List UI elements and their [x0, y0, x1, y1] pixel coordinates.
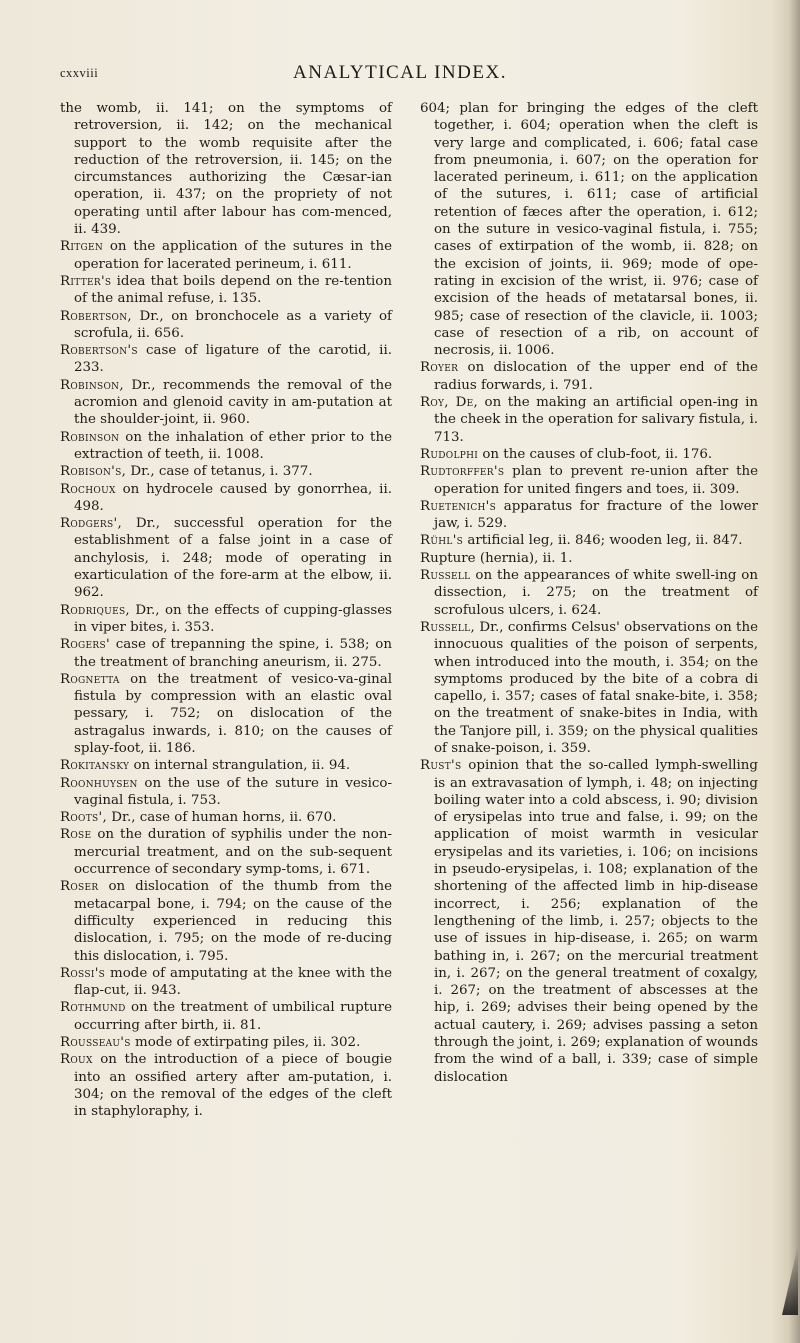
entry-heading: Ruetenich's — [420, 498, 497, 514]
entry-heading: Rothmund — [60, 1000, 126, 1016]
entry-heading: Rokitansky — [60, 758, 130, 774]
entry-heading: Rodgers', — [60, 516, 123, 532]
index-entry — [60, 757, 392, 774]
index-entry — [420, 532, 758, 549]
index-entry — [60, 878, 392, 964]
index-entry — [420, 394, 758, 446]
entry-heading: Rose — [60, 827, 92, 843]
index-entry — [60, 826, 392, 878]
entry-text: Dr., on the effects of cupping-glasses in viper bites, i. 353. — [74, 602, 392, 635]
entry-text: opinion that the so-called lymph-swelling is an extravasation of lymph, i. 48; on injecting boiling water into a cold abscess, i. 90; division of erysipelas into true and false, i. 99; on the application of moist warmth in vesicular erysipelas and its varieties, i. 106; on incisions in pseudo-erysipelas, i. 108; explanation of the shortening of the affected limb in hip-disease incorrect, i. 256; explanation of the lengthening of the limb, i. 257; objects to the use of issues in hip-disease, i. 265; on warm bathing in, i. 267; on the mercurial treatment in, i. 267; on the general treatment of coxalgy, i. 267; on the treatment of abscesses at the hip, i. 269; advises their being opened by the actual cautery, i. 269; advises passing a seton through the joint, i. 269; explanation of wounds from the wind of a ball, i. 339; case of simple dislocation — [434, 758, 758, 1085]
index-entry — [420, 550, 758, 567]
index-entry — [420, 463, 758, 498]
entry-heading: Robinson, — [60, 377, 124, 393]
entry-heading: Roonhuysen — [60, 775, 138, 791]
entry-text: case of ligature of the carotid, ii. 233. — [74, 343, 392, 376]
index-entry — [60, 636, 392, 671]
entry-heading: Rogers' — [60, 637, 110, 653]
entry-heading: Rudtorffer's — [420, 464, 505, 480]
entry-text: plan to prevent re-union after the operation for united fingers and toes, ii. 309. — [434, 464, 758, 497]
entry-heading: Rust's — [420, 758, 462, 774]
index-entry — [60, 342, 392, 377]
index-entry — [420, 359, 758, 394]
index-entry — [420, 100, 758, 359]
running-title: ANALYTICAL INDEX. — [293, 62, 507, 83]
entry-heading: Rühl's — [420, 533, 464, 549]
entry-text: Dr., successful operation for the establishment of a false joint in a case of anchylosis, i. 248; mode of operating in exarticulation of the fore-arm at the elbow, ii. 962. — [74, 516, 392, 601]
entry-text: on the treatment of vesico-va-ginal fistula by compression with an elastic oval pessary, i. 752; on dislocation of the astragalus inwards, i. 810; on the causes of splay-foot, ii. 186. — [74, 671, 392, 756]
index-entry — [60, 100, 392, 238]
entry-text: case of trepanning the spine, i. 538; on the treatment of branching aneurism, ii. 275. — [74, 637, 392, 670]
entry-heading: Russell, — [420, 619, 476, 635]
entry-heading: Robinson — [60, 429, 120, 445]
entry-text: on the duration of syphilis under the non-mercurial treatment, and on the sub-sequent occurrence of secondary symp-toms, i. 671. — [74, 827, 392, 878]
entry-text: on the use of the suture in vesico-vaginal fistula, i. 753. — [74, 775, 392, 808]
entry-text: idea that boils depend on the re-tention of the animal refuse, i. 135. — [74, 273, 392, 307]
entry-text: on the application of the sutures in the operation for lacerated perineum, i. 611. — [74, 239, 392, 272]
entry-text: on the inhalation of ether prior to the extraction of teeth, ii. 1008. — [74, 429, 392, 462]
entry-heading: Robison's, — [60, 464, 127, 480]
index-entry — [60, 238, 392, 273]
entry-text: Dr., recommends the removal of the acromion and glenoid cavity in am-putation at the shoulder-joint, ii. 960. — [74, 377, 392, 428]
index-entry — [60, 463, 392, 480]
page-edge-shadow — [772, 0, 800, 1343]
entry-text: Dr., confirms Celsus' observations on the innocuous qualities of the poison of serpents, when introduced into the mouth, i. 354; on the symptoms produced by the bite of a cobra di capello, i. 357; cases of fatal snake-bite, i. 358; on the treatment of snake-bites in India, with the Tanjore pill, i. 359; on the physical qualities of snake-poison, i. 359. — [434, 619, 758, 756]
left-column — [60, 100, 392, 1121]
entry-text: on the causes of club-foot, ii. 176. — [478, 446, 713, 462]
entry-text: on the introduction of a piece of bougie into an ossified artery after am-putation, i. 304; on the removal of the edges of the cleft in staphyloraphy, i. — [74, 1052, 392, 1120]
entry-heading: Rossi's — [60, 965, 106, 981]
index-entry — [60, 377, 392, 429]
index-entry — [60, 775, 392, 810]
page-header — [0, 62, 800, 86]
index-entry — [60, 999, 392, 1034]
index-entry — [60, 515, 392, 601]
index-entry — [60, 1051, 392, 1120]
index-entry — [60, 965, 392, 1000]
page-number: cxxviii — [60, 66, 99, 80]
index-entry — [60, 308, 392, 343]
index-entry — [60, 429, 392, 464]
entry-text: Rupture (hernia), ii. 1. — [420, 550, 573, 566]
entry-text: Dr., case of tetanus, i. 377. — [126, 464, 313, 480]
index-entry — [60, 809, 392, 826]
entry-text: mode of amputating at the knee with the flap-cut, ii. 943. — [74, 965, 392, 999]
entry-text: on hydrocele caused by gonorrhea, ii. 498. — [74, 481, 392, 514]
entry-heading: Roser — [60, 879, 99, 895]
entry-text: mode of extirpating piles, ii. 302. — [130, 1035, 361, 1051]
entry-heading: Rodriques, — [60, 602, 130, 618]
entry-heading: Roots', — [60, 810, 108, 826]
entry-heading: Russell — [420, 568, 471, 584]
index-entry — [60, 1034, 392, 1051]
entry-heading: Ritgen — [60, 239, 104, 255]
index-entry — [60, 481, 392, 516]
entry-text: Dr., case of human horns, ii. 670. — [107, 810, 337, 826]
entry-text: on the making an artificial open-ing in the cheek in the operation for salivary fistula, i. 713. — [434, 395, 758, 445]
entry-text: on dislocation of the upper end of the radius forwards, i. 791. — [434, 360, 758, 393]
index-entry — [420, 619, 758, 757]
index-entry — [60, 671, 392, 757]
entry-heading: Rudolphi — [420, 446, 479, 462]
entry-heading: Roux — [60, 1052, 93, 1068]
entry-heading: Roy, De, — [420, 395, 479, 411]
entry-heading: Robertson's — [60, 343, 138, 359]
entry-text: on the appearances of white swell-ing on dissection, i. 275; on the treatment of scrofulous ulcers, i. 624. — [434, 568, 758, 618]
entry-text: on the treatment of umbilical rupture occurring after birth, ii. 81. — [74, 1000, 392, 1033]
index-entry — [420, 757, 758, 1086]
entry-text: apparatus for fracture of the lower jaw, i. 529. — [434, 498, 758, 532]
index-entry — [420, 498, 758, 533]
entry-heading: Robertson, — [60, 308, 132, 324]
entry-heading: Rognetta — [60, 671, 120, 687]
entry-text: the womb, ii. 141; on the symptoms of retroversion, ii. 142; on the mechanical support to the womb requisite after the reduction of the retroversion, ii. 145; on the circumstances authorizing the Cæsar-ian operation, ii. 437; on the propriety of not operating until after labour has com-menced, ii. 439. — [60, 101, 392, 238]
entry-heading: Rochoux — [60, 481, 116, 497]
index-entry — [60, 273, 392, 308]
entry-heading: Ritter's — [60, 273, 112, 289]
index-entry — [420, 567, 758, 619]
entry-heading: Royer — [420, 360, 459, 376]
entry-heading: Rousseau's — [60, 1035, 131, 1051]
entry-text: Dr., on bronchocele as a variety of scrofula, ii. 656. — [74, 308, 392, 341]
right-column — [420, 100, 758, 1086]
index-entry — [420, 446, 758, 463]
entry-text: 604; plan for bringing the edges of the cleft together, i. 604; operation when the cleft is very large and complicated, i. 606; fatal case from pneumonia, i. 607; on the operation for lacerated perineum, i. 611; on the application of the sutures, i. 611; case of artificial retention of fæces after the operation, i. 612; on the suture in vesico-vaginal fistula, i. 755; cases of extirpation of the womb, ii. 828; on the excision of joints, ii. 969; mode of ope-rating in excision of the wrist, ii. 976; case of excision of the heads of metatarsal bones, ii. 985; case of resection of the clavicle, ii. 1003; case of resection of a rib, on account of necrosis, ii. 1006. — [420, 101, 758, 359]
entry-text: on internal strangulation, ii. 94. — [129, 758, 351, 774]
index-entry — [60, 602, 392, 637]
entry-text: artificial leg, ii. 846; wooden leg, ii. 847. — [463, 533, 743, 549]
entry-text: on dislocation of the thumb from the metacarpal bone, i. 794; on the cause of the difficulty experienced in reducing this dislocation, i. 795; on the mode of re-ducing this dislocation, i. 795. — [74, 879, 392, 964]
